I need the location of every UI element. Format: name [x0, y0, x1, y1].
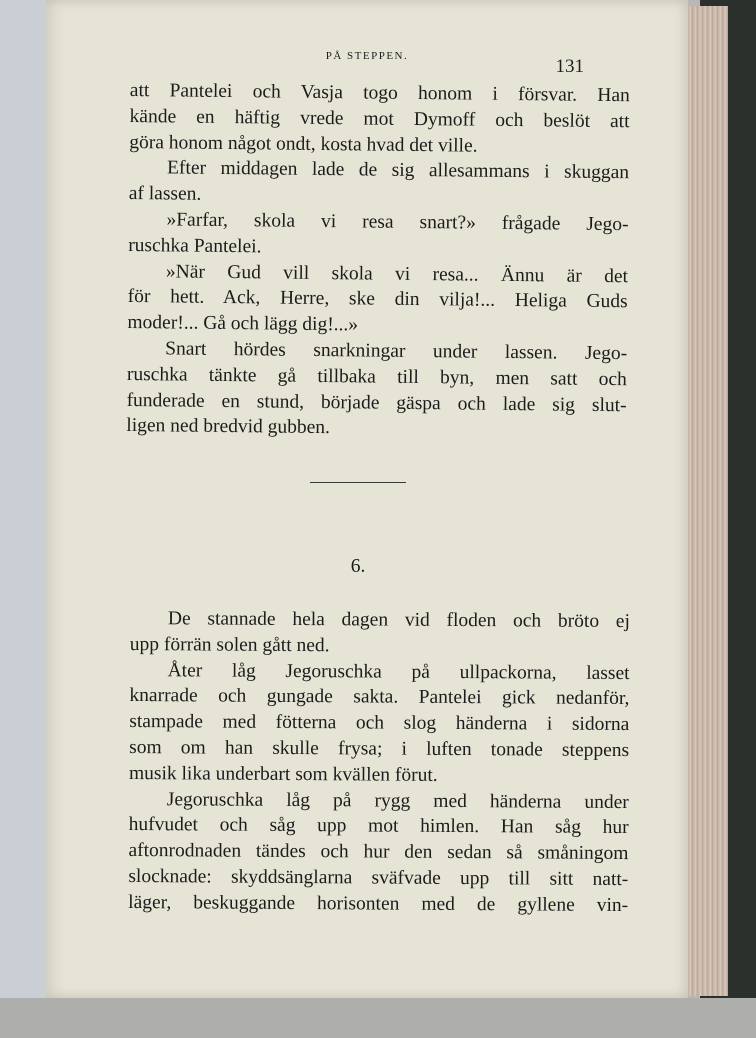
upper-text-block	[126, 78, 630, 444]
text-line: De stannade hela dagen vid floden och bröto ej	[167, 608, 630, 633]
text-line: att Pantelei och Vasja togo honom i försvar. Han	[129, 79, 630, 107]
text-line: för hett. Ack, Herre, ske din vilja!... Heliga Guds	[127, 286, 628, 313]
running-head: PÅ STEPPEN.	[325, 50, 409, 62]
text-line: ruschka tänkte gå tillbaka till byn, men satt och	[126, 363, 627, 390]
page-edges	[684, 6, 728, 996]
text-line: upp förrän solen gått ned.	[129, 633, 330, 657]
text-line: »Farfar, skola vi resa snart?» frågade Jego-	[166, 209, 629, 236]
text-line: knarrade och gungade sakta. Pantelei gick nedanför,	[129, 685, 630, 710]
lower-text-block	[128, 606, 630, 919]
text-line: Åter låg Jegoruschka på ullpackorna, lasset	[167, 659, 630, 684]
text-line: läger, beskuggande horisonten med de gyllene vin-	[128, 891, 629, 916]
text-line: hufvudet och såg upp mot himlen. Han såg hur	[128, 814, 629, 839]
text-line: »När Gud vill skola vi resa... Ännu är det	[165, 260, 629, 287]
text-line: som om han skulle frysa; i luften tonade steppens	[129, 736, 630, 762]
text-line: göra honom något ondt, kosta hvad det ville.	[129, 131, 478, 157]
text-line: slocknade: skyddsänglarna sväfvade upp till sitt natt-	[128, 865, 629, 891]
background-left	[0, 0, 52, 1000]
section-number: 6.	[350, 556, 366, 577]
text-line: Snart hördes snarkningar under lassen. Jego-	[165, 338, 628, 365]
text-line: ligen ned bredvid gubben.	[126, 415, 331, 439]
text-line: Efter middagen lade de sig allesammans i skuggan	[166, 157, 630, 184]
page-number: 131	[555, 56, 584, 77]
background-bottom	[0, 998, 756, 1038]
text-line: ruschka Pantelei.	[128, 234, 262, 258]
text-line: funderade en stund, började gäspa och lade sig slut-	[126, 389, 627, 416]
text-line: moder!... Gå och lägg dig!...»	[127, 312, 359, 336]
text-line: aftonrodnaden tändes och hur den sedan så småningom	[128, 840, 629, 865]
text-line: musik lika underbart som kvällen förut.	[128, 762, 438, 786]
text-line: kände en häftig vrede mot Dymoff och beslöt att	[129, 105, 630, 133]
section-divider	[310, 482, 406, 483]
text-line: Jegoruschka låg på rygg med händerna under	[166, 788, 629, 813]
text-line: stampade med fötterna och slog händerna i sidorna	[129, 711, 630, 736]
book-page	[46, 0, 688, 998]
text-line: af lassen.	[128, 183, 202, 205]
